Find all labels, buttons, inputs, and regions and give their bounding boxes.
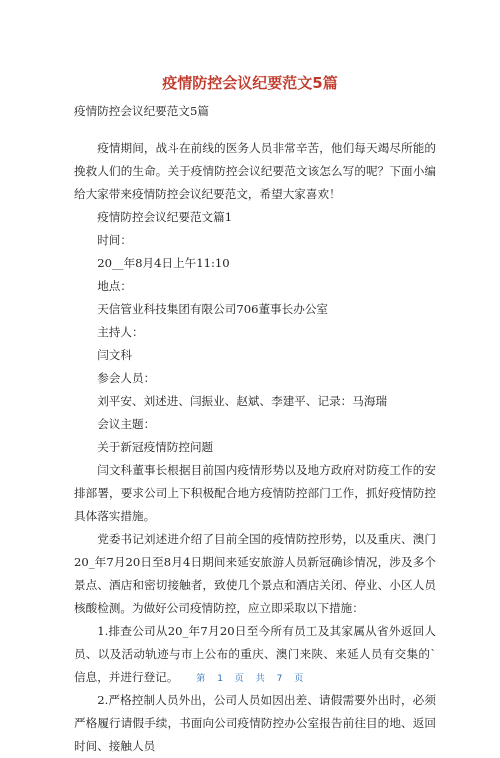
time-value: 20__年8月4日上午11:10 — [97, 256, 230, 270]
footer-word-ye-end: 页 — [294, 674, 304, 684]
footer-word-di: 第 — [196, 674, 206, 684]
measure-item-2: 2.严格控制人员外出，公司人员如因出差、请假需要外出时，必须严格履行请假手续，书面向公司疫情防控办公室报告前往目的地、返回时间、接触人员 — [74, 693, 436, 753]
time-label: 时间： — [97, 233, 132, 247]
document-subtitle: 疫情防控会议纪要范文5篇 — [74, 104, 209, 118]
host-label: 主持人： — [97, 325, 144, 339]
current-page-number: 1 — [217, 674, 224, 684]
page-footer — [0, 671, 500, 684]
intro-paragraph: 疫情期间，战斗在前线的医务人员非常辛苦，他们每天竭尽所能的挽救人们的生命。关于疫情防控会议纪要范文该怎么写的呢？下面小编给大家带来疫情防控会议纪要范文，希望大家喜欢！ — [74, 141, 436, 201]
paragraph-spacer — [74, 123, 436, 137]
attendees-label: 参会人员： — [97, 371, 156, 385]
measure-item-1: 1.排查公司从20_年7月20日至今所有员工及其家属从省外返回人员、以及活动轨迹与市上公布的重庆、澳门来陕、来延人员有交集的`信息，并进行登记。 — [74, 624, 436, 684]
body-paragraph-2: 党委书记刘述进介绍了目前全国的疫情防控形势，以及重庆、澳门20_年7月20日至8月4日期间来延安旅游人员新冠确诊情况，涉及多个景点、酒店和密切接触者，致使几个景点和酒店关闭、停业、小区人员核酸检测。为做好公司疫情防控，应立即采取以下措施： — [74, 532, 436, 615]
attendees-value: 刘平安、刘述进、闫振业、赵斌、李建平、记录：马海瑞 — [97, 394, 388, 408]
footer-word-gong: 共 — [255, 674, 266, 684]
place-label: 地点： — [97, 279, 132, 293]
topic-value: 关于新冠疫情防控问题 — [97, 440, 214, 454]
body-paragraph-1: 闫文科董事长根据目前国内疫情形势以及地方政府对防疫工作的安排部署，要求公司上下积极配合地方疫情防控部门工作，抓好疫情防控具体落实措施。 — [74, 463, 436, 523]
topic-label: 会议主题： — [97, 417, 156, 431]
total-pages-number: 7 — [276, 674, 283, 684]
document-title: 疫情防控会议纪要范文5篇 — [162, 74, 338, 92]
host-value: 闫文科 — [97, 348, 132, 362]
document-body — [74, 100, 436, 758]
section-heading: 疫情防控会议纪要范文篇1 — [97, 210, 233, 224]
place-value: 天信管业科技集团有限公司706董事长办公室 — [97, 302, 329, 316]
footer-word-ye: 页 — [234, 674, 245, 684]
